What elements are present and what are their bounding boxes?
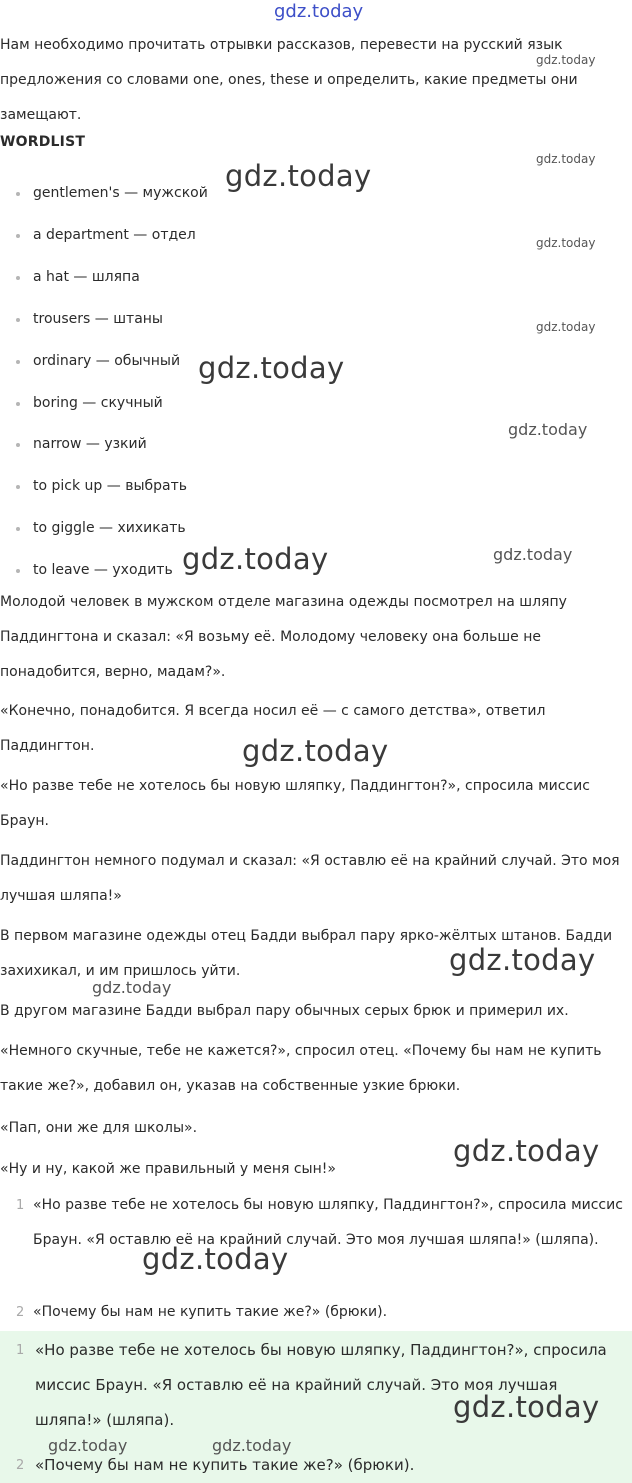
item-text: «Почему бы нам не купить такие же?» (брюки). <box>35 1456 415 1474</box>
wordlist-item-text: narrow — узкий <box>33 436 147 452</box>
item-number: 2 <box>16 1305 25 1320</box>
watermark: gdz.today <box>493 545 573 564</box>
story-paragraph: «Немного скучные, тебе не кажется?», спросил отец. «Почему бы нам не купить такие же?», добавил он, указав на собственные узкие брюки. <box>0 1043 602 1094</box>
watermark: gdz.today <box>449 943 596 977</box>
watermark: gdz.today <box>536 152 596 166</box>
bullet-icon <box>16 360 20 364</box>
watermark: gdz.today <box>536 320 596 334</box>
wordlist-item-text: to leave — уходить <box>33 562 173 578</box>
story-paragraph: «Конечно, понадобится. Я всегда носил её — с самого детства», ответил Паддингтон. <box>0 703 546 754</box>
item-text: «Почему бы нам не купить такие же?» (брюки). <box>33 1304 388 1320</box>
bullet-icon <box>16 192 20 196</box>
wordlist-item-text: to pick up — выбрать <box>33 478 188 494</box>
item-text: «Но разве тебе не хотелось бы новую шляпку, Паддингтон?», спросила миссис Браун. «Я оставлю её на крайний случай. Это моя лучшая шляпа!» (шляпа). <box>35 1341 607 1429</box>
bullet-icon <box>16 402 20 406</box>
watermark: gdz.today <box>182 542 329 576</box>
story-paragraph: В другом магазине Бадди выбрал пару обычных серых брюк и примерил их. <box>0 1003 569 1019</box>
watermark: gdz.today <box>92 978 172 997</box>
story-paragraph: «Но разве тебе не хотелось бы новую шляпку, Паддингтон?», спросила миссис Браун. <box>0 778 590 829</box>
wordlist-heading: WORDLIST <box>0 134 86 150</box>
watermark: gdz.today <box>225 159 372 193</box>
watermark: gdz.today <box>212 1436 292 1455</box>
watermark: gdz.today <box>508 420 588 439</box>
bullet-icon <box>16 527 20 531</box>
item-number: 1 <box>16 1343 25 1358</box>
watermark: gdz.today <box>142 1242 289 1276</box>
story-paragraph: Молодой человек в мужском отделе магазина одежды посмотрел на шляпу Паддингтона и сказал: «Я возьму её. Молодому человеку она больше не понадобится, верно, мадам?». <box>0 594 567 680</box>
watermark: gdz.today <box>48 1436 128 1455</box>
wordlist-item-text: boring — скучный <box>33 395 163 411</box>
wordlist-item-text: gentlemen's — мужской <box>33 185 208 201</box>
wordlist-item-text: ordinary — обычный <box>33 353 181 369</box>
bullet-icon <box>16 234 20 238</box>
bullet-icon <box>16 485 20 489</box>
bullet-icon <box>16 569 20 573</box>
bullet-icon <box>16 276 20 280</box>
wordlist-item-text: a hat — шляпа <box>33 269 140 285</box>
item-text: «Но разве тебе не хотелось бы новую шляпку, Паддингтон?», спросила миссис Браун. «Я оставлю её на крайний случай. Это моя лучшая шляпа!» (шляпа). <box>33 1197 623 1248</box>
item-number: 2 <box>16 1458 25 1473</box>
story-paragraph: «Ну и ну, какой же правильный у меня сын!» <box>0 1161 336 1177</box>
watermark: gdz.today <box>242 734 389 768</box>
wordlist-item-text: trousers — штаны <box>33 311 163 327</box>
story-paragraph: «Пап, они же для школы». <box>0 1120 198 1136</box>
wordlist-item-text: a department — отдел <box>33 227 196 243</box>
wordlist-item-text: to giggle — хихикать <box>33 520 186 536</box>
story-paragraph: В первом магазине одежды отец Бадди выбрал пару ярко-жёлтых штанов. Бадди захихикал, и им пришлось уйти. <box>0 928 613 979</box>
numbered-item <box>0 1295 632 1330</box>
watermark: gdz.today <box>453 1134 600 1168</box>
story-paragraph: Паддингтон немного подумал и сказал: «Я оставлю её на крайний случай. Это моя лучшая шляпа!» <box>0 853 620 904</box>
numbered-item <box>0 1188 632 1293</box>
top-watermark: gdz.today <box>274 1 364 22</box>
watermark: gdz.today <box>536 53 596 67</box>
watermark: gdz.today <box>536 236 596 250</box>
intro-paragraph: Нам необходимо прочитать отрывки рассказов, перевести на русский язык предложения со словами one, ones, these и определить, какие предметы они замещают. <box>0 37 578 123</box>
bullet-icon <box>16 443 20 447</box>
item-number: 1 <box>16 1198 25 1213</box>
watermark: gdz.today <box>453 1390 600 1424</box>
bullet-icon <box>16 318 20 322</box>
watermark: gdz.today <box>198 351 345 385</box>
